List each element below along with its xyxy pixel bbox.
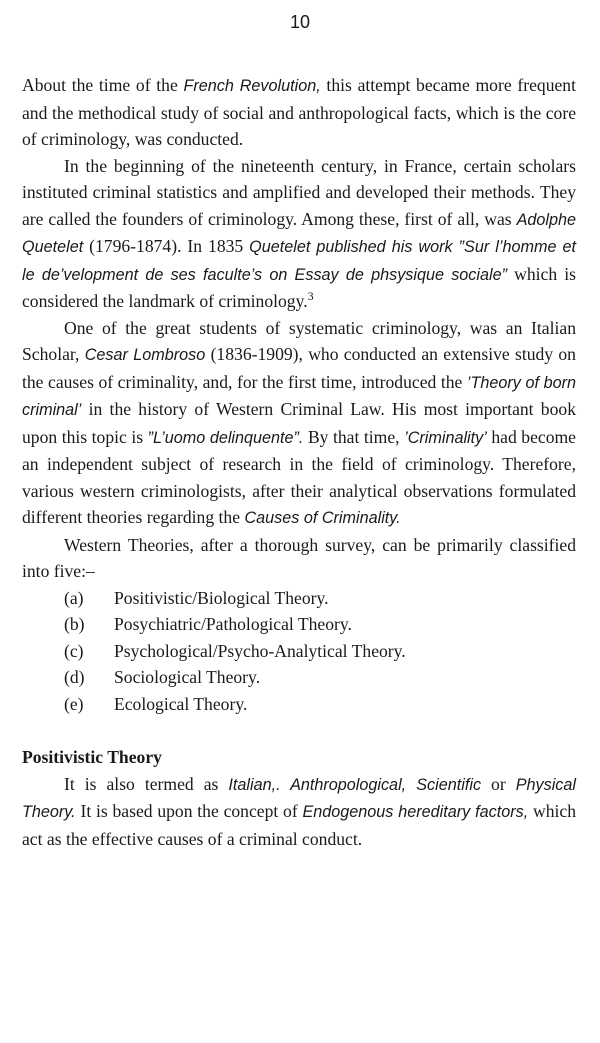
italic-term: ’Theory of born criminal’	[22, 373, 577, 419]
italic-term: Cesar Lombroso	[84, 346, 206, 364]
list-item-label: (a)	[64, 587, 84, 608]
list-item-text: Ecological Theory.	[114, 693, 248, 714]
footnote-marker: 3	[307, 289, 314, 303]
list-item-label: (b)	[64, 614, 85, 634]
text-run: Western Theories, after a thorough survey, can be primarily classified into five:–	[22, 534, 576, 581]
italic-term: ’Criminality’	[404, 428, 487, 447]
text-run: which act as the effective causes of a criminal conduct.	[22, 801, 576, 849]
list-item	[22, 585, 576, 612]
body-text	[22, 72, 576, 852]
paragraph-positivistic	[22, 771, 576, 853]
list-item-label: (d)	[64, 667, 85, 687]
text-run: (1836-1909), who conducted an extensive study on the causes of criminality, and, for the first time, introduced the	[22, 344, 576, 392]
text-run: had become an independent subject of research in the field of criminology. Therefore, various western criminologists, after their analytical observations formulated different theories regarding the	[22, 426, 576, 527]
list-item-text: Posychiatric/Pathological Theory.	[114, 614, 352, 634]
text-run: this attempt became more frequent and the methodical study of social and anthropological facts, which is the core of criminology, was conducted.	[22, 75, 576, 149]
italic-term: Italian,. Anthropological, Scientific	[228, 775, 482, 794]
text-run: which is considered the landmark of criminology.	[22, 263, 576, 311]
page-number: 10	[289, 12, 311, 32]
italic-term: Physical Theory.	[22, 775, 576, 821]
text-run: It is based upon the concept of	[75, 801, 303, 821]
paragraph-quetelet	[22, 153, 576, 315]
text-run: (1796-1874). In 1835	[83, 236, 250, 256]
italic-term: Adolphe Quetelet	[22, 210, 576, 256]
theory-list	[22, 585, 576, 718]
list-item-text: Positivistic/Biological Theory.	[114, 587, 329, 608]
italic-term: Causes of Criminality.	[244, 509, 401, 527]
list-item	[22, 611, 576, 638]
paragraph-lombroso	[22, 315, 576, 532]
text-run: or	[481, 773, 516, 794]
section-heading: Positivistic Theory	[22, 747, 162, 767]
list-item-text: Psychological/Psycho-Analytical Theory.	[114, 640, 406, 661]
text-run: About the time of the	[22, 75, 184, 95]
italic-term: Quetelet published his work ”Sur l’homme et le de’velopment de ses faculte’s on Essay de phsysique sociale”	[22, 238, 576, 284]
italic-term: ”L’uomo delinquente”.	[147, 428, 304, 447]
italic-term: Endogenous hereditary factors,	[302, 803, 529, 821]
text-run: It is also termed as	[64, 773, 229, 794]
text-run: One of the great students of systematic criminology, was an Italian Scholar,	[22, 317, 576, 364]
list-item	[22, 664, 576, 691]
list-item	[22, 691, 576, 718]
list-item-text: Sociological Theory.	[114, 667, 261, 687]
text-run: By that time,	[303, 426, 405, 447]
italic-term: French Revolution,	[183, 77, 321, 95]
text-run: in the history of Western Criminal Law. His most important book upon this topic is	[22, 399, 576, 447]
list-item-label: (c)	[64, 640, 84, 661]
paragraph-western-theories	[22, 532, 576, 585]
text-run: In the beginning of the nineteenth century, in France, certain scholars instituted criminal statistics and amplified and developed their methods. They are called the founders of criminology. Among these, first of all, was	[22, 155, 576, 229]
list-item-label: (e)	[64, 693, 84, 714]
list-item	[22, 638, 576, 665]
paragraph-french-revolution	[22, 72, 576, 153]
